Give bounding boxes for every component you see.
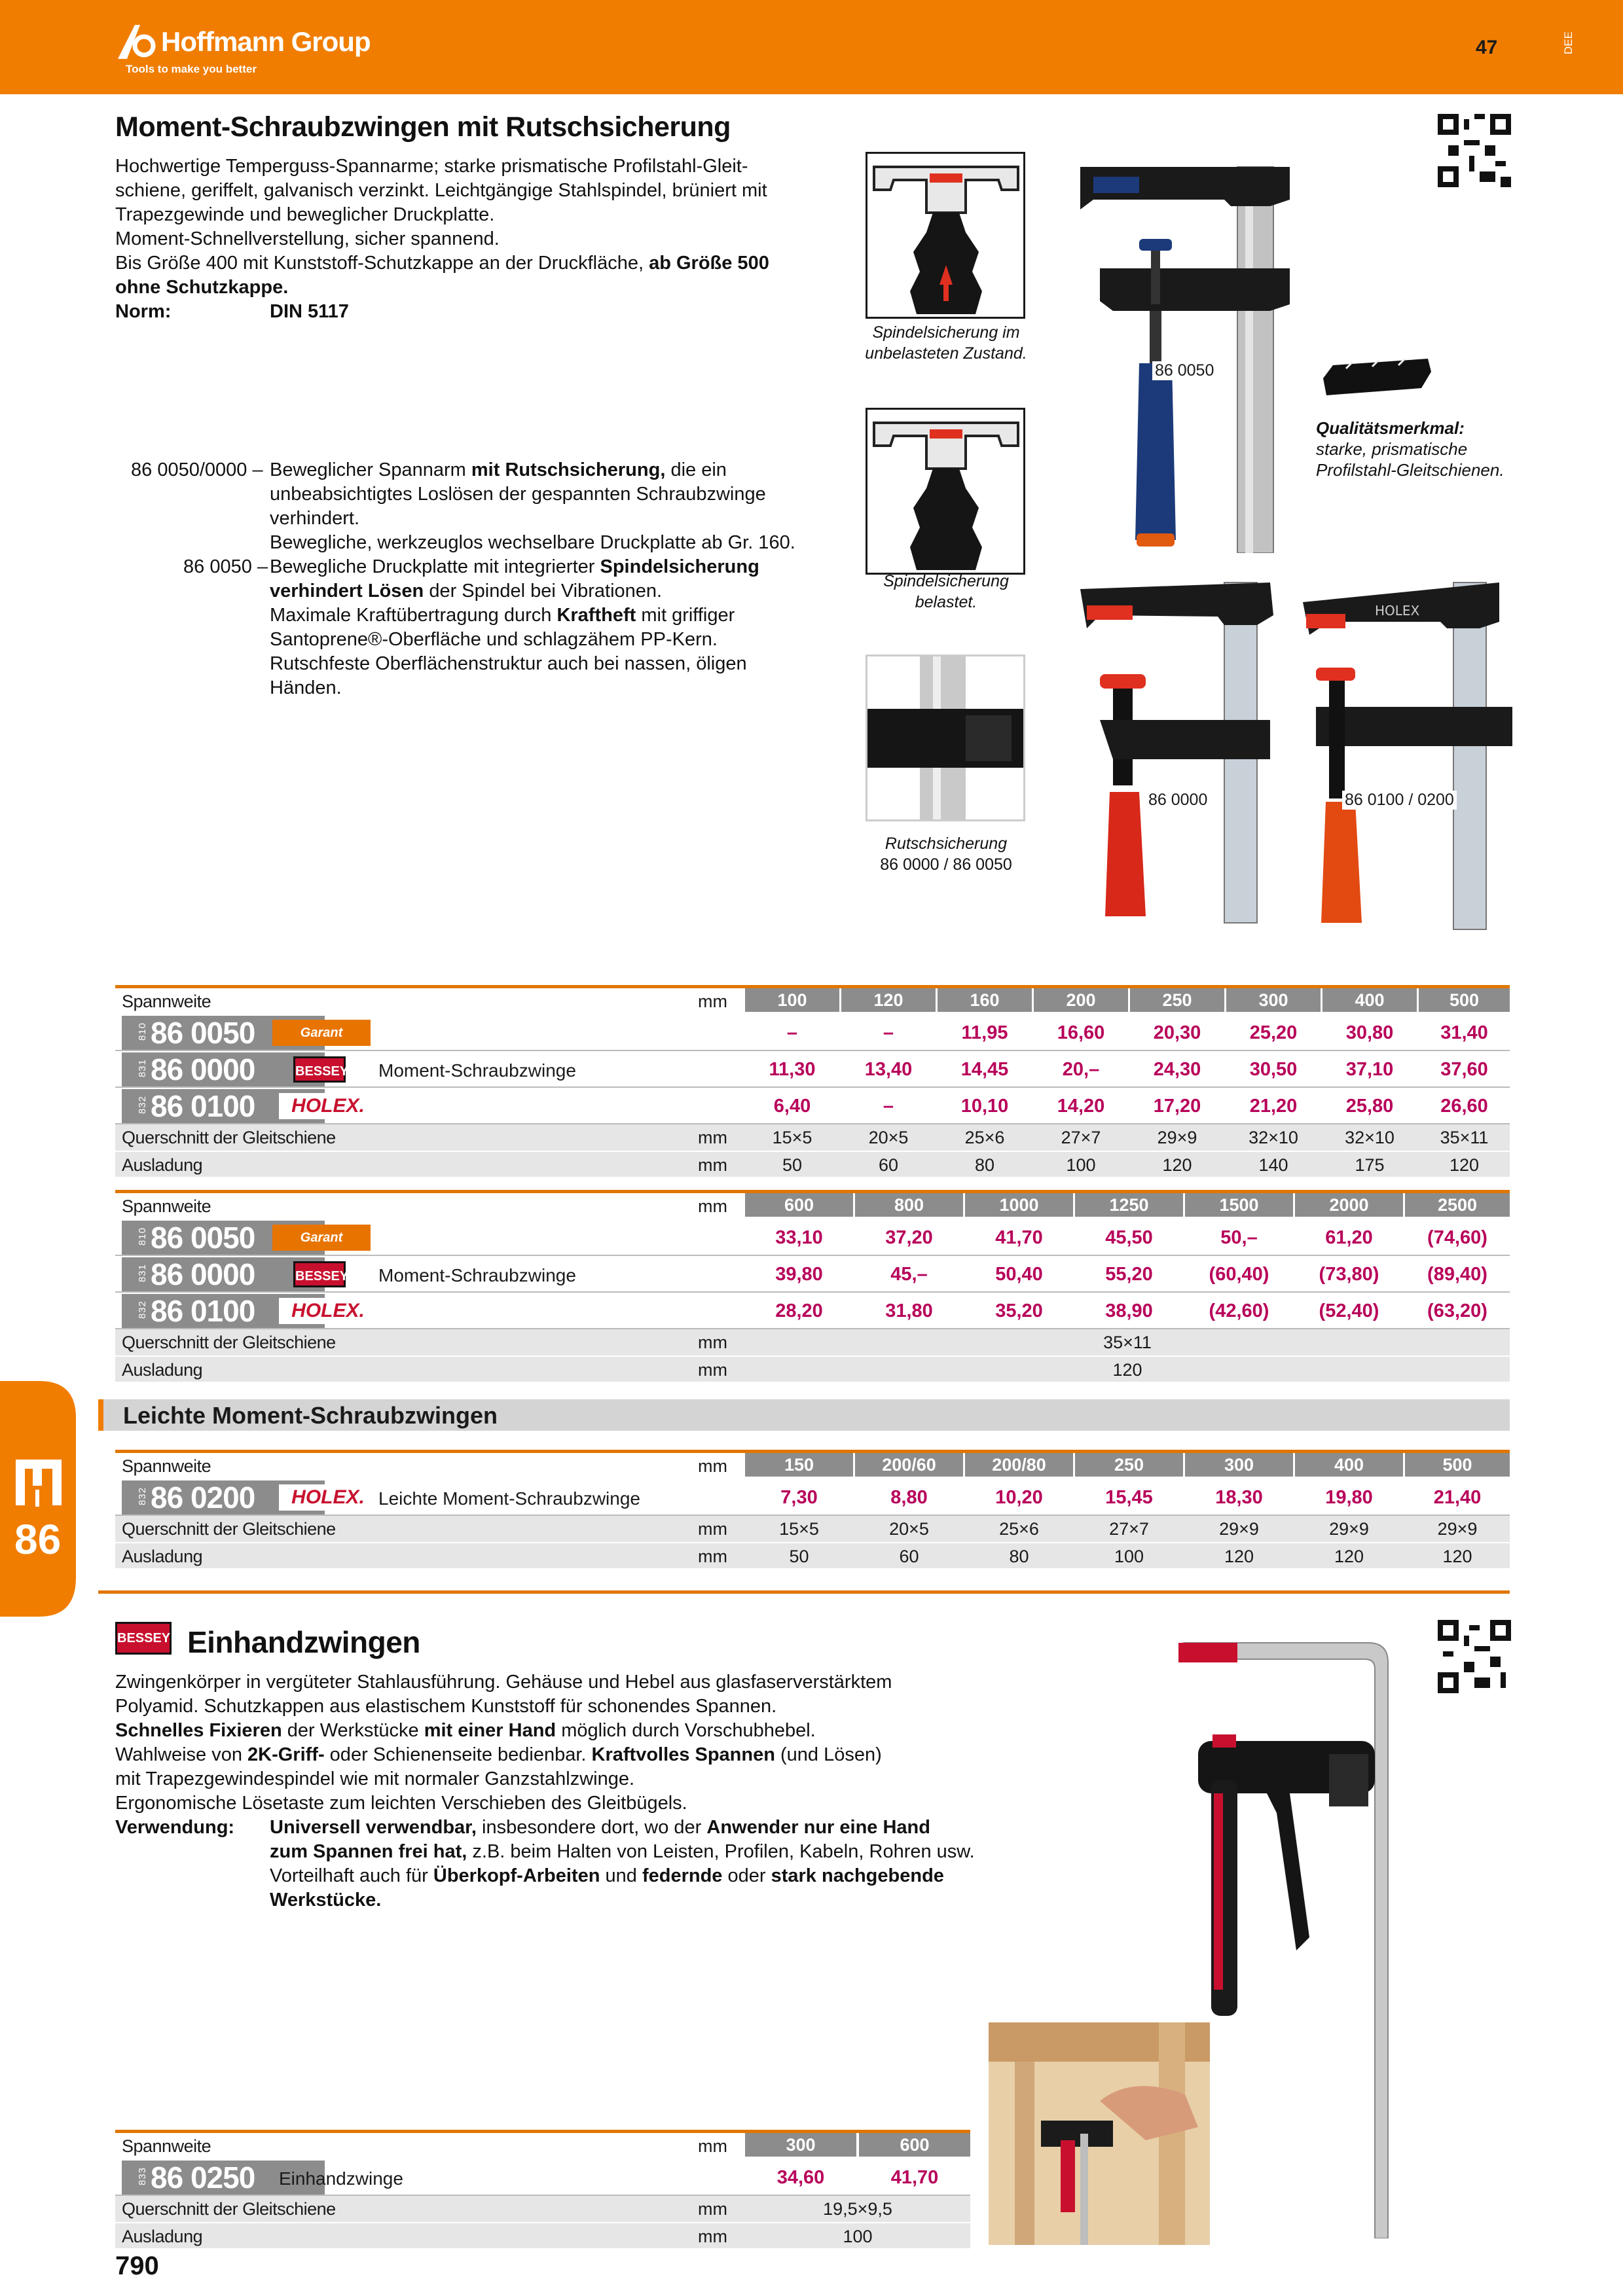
price-cell: 24,30 bbox=[1153, 1059, 1201, 1080]
price-cell: 30,50 bbox=[1249, 1059, 1298, 1080]
table-row[interactable]: 833 86 0250 Einhandzwinge 34,60 41,70 bbox=[115, 2159, 970, 2196]
price-cell: 8,80 bbox=[890, 1487, 928, 1508]
price-table-2 bbox=[115, 1190, 1510, 1382]
image-label-860050: 86 0050 bbox=[1152, 361, 1216, 380]
image-label-860100-0200: 86 0100 / 0200 bbox=[1342, 791, 1457, 810]
size-header: 1500 bbox=[1185, 1193, 1293, 1217]
bessey-brand-logo: BESSEY bbox=[293, 1261, 431, 1287]
price-table-3 bbox=[115, 1450, 1510, 1568]
profile-rail-image bbox=[1320, 352, 1434, 399]
size-header: 250 bbox=[1075, 1453, 1183, 1477]
clamp-860000-image bbox=[1074, 576, 1283, 929]
size-header: 800 bbox=[855, 1193, 963, 1217]
table-row[interactable] bbox=[115, 1051, 1510, 1088]
size-header: 100 bbox=[745, 988, 839, 1012]
table-header-row: Spannweite mm 150 200/60 200/80 250 300 400 500 bbox=[115, 1453, 1510, 1479]
size-header: 1000 bbox=[965, 1193, 1073, 1217]
price-cell: 14,45 bbox=[960, 1059, 1009, 1080]
price-cell: 31,80 bbox=[885, 1300, 933, 1321]
article-number: 832 86 0100 bbox=[122, 1089, 325, 1123]
reach-row: Ausladung mm 120 bbox=[115, 1355, 1510, 1382]
page-number: 790 bbox=[115, 2251, 159, 2280]
price-cell: (42,60) bbox=[1209, 1300, 1269, 1321]
price-cell: 25,80 bbox=[1345, 1096, 1394, 1117]
chapter-number: 86 bbox=[14, 1516, 62, 1563]
price-cell: 20,30 bbox=[1153, 1022, 1201, 1043]
clamp-chapter-icon bbox=[9, 1453, 68, 1512]
desc-line: Trapezgewinde und beweglicher Druckplatte. bbox=[115, 204, 495, 225]
table-row[interactable]: 810 86 0050 Garant 33,10 37,20 41,70 45,50 50,– 61,20 (74,60) bbox=[115, 1219, 1510, 1256]
size-header: 160 bbox=[938, 988, 1032, 1012]
section1-description bbox=[115, 154, 835, 324]
section3-description: Zwingenkörper in vergüteter Stahlausführung. Gehäuse und Hebel aus glasfaserverstärktem Polyamid. Schutzkappen aus elastischem Kunststoff für schonendes Spannen. Schnelles Fixieren der Werkstücke mit einer Hand möglich durch Vorschubhebel. Wahlweise von 2K-Griff- oder Schienenseite bedienbar. Kraftvolles Spannen (und Lösen) mit Trapezgewindespindel wie mit normaler Ganzstahlzwinge. Ergonomische Lösetaste zum leichten Verschieben des Gleitbügels. Verwendung: Universell verwendbar, insbesondere dort, wo der Anwender nur eine Hand zum Spannen frei hat, z.B. beim Halten von Leisten, Profilen, Kabeln, Rohren usw. Vorteilhaft auch für Überkopf-Arbeiten und federnde oder stark nachgebende Werkstücke. bbox=[115, 1672, 975, 1910]
price-cell: 20,– bbox=[1062, 1059, 1100, 1080]
size-header: 1250 bbox=[1075, 1193, 1183, 1217]
price-cell: 37,10 bbox=[1345, 1059, 1394, 1080]
price-table-1 bbox=[115, 985, 1510, 1177]
svg-text:HOLEX: HOLEX bbox=[1375, 603, 1420, 619]
spindle-lock-loaded-image bbox=[866, 408, 1025, 575]
size-header: 500 bbox=[1405, 1453, 1510, 1477]
cross-section-row: Querschnitt der Gleitschiene mm 19,5×9,5 bbox=[115, 2196, 970, 2222]
price-cell: 19,80 bbox=[1325, 1487, 1373, 1508]
unit-label: mm bbox=[698, 992, 727, 1011]
feature-item-860050-0000: 86 0050/0000 – Beweglicher Spannarm mit Rutschsicherung, die ein unbeabsichtigtes Loslösen der gespannten Schraubzwinge verhindert. Bewegliche, werkzeuglos wechselbare Druckplatte ab Gr. 160. bbox=[131, 459, 795, 553]
table-row[interactable]: 832 86 0200 HOLEX. Leichte Moment-Schraubzwinge 7,30 8,80 10,20 15,45 18,30 19,80 21,40 bbox=[115, 1479, 1510, 1516]
size-header: 300 bbox=[1226, 988, 1321, 1012]
price-cell: (73,80) bbox=[1319, 1264, 1379, 1285]
desc-line: Bis Größe 400 mit Kunststoff-Schutzkappe an der Druckfläche, ab Größe 500 bbox=[115, 253, 769, 274]
price-cell: 41,70 bbox=[995, 1227, 1043, 1248]
section-title-moment-clamps: Moment-Schraubzwingen mit Rutschsicherung bbox=[115, 111, 731, 143]
slip-protection-image bbox=[866, 655, 1025, 821]
size-header: 200/80 bbox=[965, 1453, 1073, 1477]
price-cell: (63,20) bbox=[1427, 1300, 1487, 1321]
table-bottom-rule bbox=[98, 1590, 1510, 1594]
garant-brand-logo: Garant bbox=[272, 1225, 410, 1251]
table-row[interactable] bbox=[115, 1014, 1510, 1051]
cross-section-row: Querschnitt der Gleitschiene mm 15×5 20×5 25×6 27×7 29×9 32×10 32×10 35×11 bbox=[115, 1124, 1510, 1151]
quality-feature-text: Qualitätsmerkmal: starke, prismatische Profilstahl-Gleitschienen. bbox=[1316, 418, 1504, 480]
price-cell: 15,45 bbox=[1105, 1487, 1153, 1508]
price-cell: – bbox=[786, 1022, 798, 1043]
hoffmann-group-logo[interactable] bbox=[115, 20, 390, 79]
price-cell: 13,40 bbox=[864, 1059, 913, 1080]
cross-section-row: Querschnitt der Gleitschiene mm 15×5 20×5 25×6 27×7 29×9 29×9 29×9 bbox=[115, 1516, 1510, 1542]
qr-code-icon[interactable] bbox=[1438, 1620, 1511, 1693]
table-header-row: Spannweite mm 300 600 bbox=[115, 2133, 970, 2159]
size-header: 300 bbox=[745, 2133, 856, 2157]
size-header: 200/60 bbox=[855, 1453, 963, 1477]
price-cell: 11,30 bbox=[769, 1059, 816, 1080]
span-label: Spannweite bbox=[122, 992, 211, 1011]
price-cell: 31,40 bbox=[1440, 1022, 1488, 1043]
price-cell: 30,80 bbox=[1345, 1022, 1394, 1043]
reach-row: Ausladung mm 50 60 80 100 120 140 175 120 bbox=[115, 1151, 1510, 1177]
product-description: Leichte Moment-Schraubzwinge bbox=[378, 1488, 640, 1509]
spindle-lock-unloaded-image bbox=[866, 152, 1025, 319]
price-cell: 61,20 bbox=[1325, 1227, 1373, 1248]
price-cell: 26,60 bbox=[1440, 1096, 1488, 1117]
cross-section-label: Querschnitt der Gleitschiene bbox=[122, 1128, 336, 1147]
application-photo bbox=[989, 2022, 1210, 2245]
chapter-tab-86[interactable] bbox=[0, 1381, 76, 1617]
price-cell: 11,95 bbox=[961, 1022, 1008, 1043]
price-cell: 50,40 bbox=[995, 1264, 1043, 1285]
feature-code: 86 0050 – bbox=[183, 556, 268, 577]
norm-line: Norm: DIN 5117 bbox=[115, 301, 349, 322]
price-cell: 45,50 bbox=[1105, 1227, 1153, 1248]
price-cell: 34,60 bbox=[776, 2167, 825, 2188]
size-header: 120 bbox=[841, 988, 936, 1012]
article-number: 810 86 0050 bbox=[122, 1016, 325, 1050]
table-header-row: Spannweite mm 600 800 1000 1250 1500 2000 2500 bbox=[115, 1193, 1510, 1219]
price-cell: 38,90 bbox=[1105, 1300, 1153, 1321]
chapter-page-number: 47 bbox=[1476, 37, 1498, 58]
clamp-860050-image bbox=[1074, 160, 1296, 553]
table-row[interactable]: 832 86 0100 HOLEX. 28,20 31,80 35,20 38,90 (42,60) (52,40) (63,20) bbox=[115, 1293, 1510, 1329]
bessey-brand-logo: BESSEY bbox=[115, 1622, 174, 1659]
size-header: 200 bbox=[1034, 988, 1128, 1012]
price-cell: 37,20 bbox=[885, 1227, 933, 1248]
feature-item-860050: 86 0050 – Bewegliche Druckplatte mit integrierter Spindelsicherung verhindert Lösen der Spindel bei Vibrationen. Maximale Kraftübertragung durch Kraftheft mit griffiger Santoprene®-Oberfläche und schlagzähem PP-Kern. Rutschfeste Oberflächenstruktur auch bei nassen, öligen Händen. bbox=[183, 556, 759, 698]
price-cell: (60,40) bbox=[1209, 1264, 1269, 1285]
holex-brand-logo: HOLEX. bbox=[279, 1298, 416, 1324]
company-name: Hoffmann Group bbox=[161, 26, 371, 57]
price-cell: – bbox=[883, 1022, 894, 1043]
price-cell: 25,20 bbox=[1249, 1022, 1298, 1043]
price-cell: 21,40 bbox=[1433, 1487, 1482, 1508]
size-header: 150 bbox=[745, 1453, 853, 1477]
product-description: Einhandzwinge bbox=[279, 2168, 403, 2189]
table-row[interactable] bbox=[115, 1088, 1510, 1124]
bessey-brand-logo: BESSEY bbox=[293, 1056, 431, 1083]
price-cell: (89,40) bbox=[1427, 1264, 1487, 1285]
price-cell: 7,30 bbox=[780, 1487, 818, 1508]
feature-code: 86 0050/0000 – bbox=[131, 459, 263, 480]
desc-line: Hochwertige Temperguss-Spannarme; starke prismatische Profilstahl-Gleit- bbox=[115, 156, 748, 177]
reach-row: Ausladung mm 50 60 80 100 120 120 120 bbox=[115, 1542, 1510, 1568]
price-cell: 14,20 bbox=[1057, 1096, 1105, 1117]
article-number: 831 86 0000 bbox=[122, 1052, 325, 1086]
size-header: 400 bbox=[1322, 988, 1417, 1012]
size-header: 600 bbox=[745, 1193, 853, 1217]
caption-slip-protection: Rutschsicherung 86 0000 / 86 0050 bbox=[880, 834, 1012, 874]
size-header: 400 bbox=[1295, 1453, 1403, 1477]
price-cell: 50,– bbox=[1220, 1227, 1258, 1248]
size-header: 2000 bbox=[1295, 1193, 1403, 1217]
table-header-row bbox=[115, 988, 1510, 1014]
price-cell: 37,60 bbox=[1440, 1059, 1488, 1080]
price-cell: 10,10 bbox=[960, 1096, 1009, 1117]
reach-label: Ausladung bbox=[122, 1155, 203, 1175]
price-cell: 45,– bbox=[890, 1264, 928, 1285]
price-cell: 28,20 bbox=[775, 1300, 823, 1321]
price-cell: 10,20 bbox=[995, 1487, 1043, 1508]
language-code: DEE bbox=[1562, 31, 1575, 54]
price-cell: 35,20 bbox=[995, 1300, 1043, 1321]
price-cell: 41,70 bbox=[890, 2167, 939, 2188]
garant-brand-logo: Garant bbox=[272, 1020, 410, 1046]
feature-list bbox=[131, 458, 877, 700]
logo-mark-icon bbox=[115, 22, 157, 62]
size-header: 300 bbox=[1185, 1453, 1293, 1477]
product-description: Moment-Schraubzwinge bbox=[378, 1060, 576, 1081]
qr-code-icon[interactable] bbox=[1438, 114, 1511, 187]
section-title-one-hand-clamps: Einhandzwingen bbox=[187, 1625, 420, 1659]
size-header: 600 bbox=[859, 2133, 970, 2157]
size-header: 500 bbox=[1419, 988, 1510, 1012]
price-cell: 33,10 bbox=[775, 1227, 823, 1248]
product-description: Moment-Schraubzwinge bbox=[378, 1265, 576, 1285]
desc-line: Moment-Schnellverstellung, sicher spannend. bbox=[115, 228, 500, 249]
holex-brand-logo: HOLEX. bbox=[279, 1093, 416, 1119]
table-row[interactable]: 831 86 0000 BESSEY Moment-Schraubzwinge 39,80 45,– 50,40 55,20 (60,40) (73,80) (89,40) bbox=[115, 1256, 1510, 1293]
clamp-860100-image bbox=[1290, 576, 1512, 936]
price-cell: 21,20 bbox=[1249, 1096, 1298, 1117]
company-tagline: Tools to make you better bbox=[126, 63, 257, 75]
reach-row: Ausladung mm 100 bbox=[115, 2222, 970, 2248]
holex-brand-logo: HOLEX. bbox=[279, 1484, 416, 1511]
section-bar-light-clamps bbox=[98, 1399, 1510, 1431]
price-cell: (52,40) bbox=[1319, 1300, 1379, 1321]
desc-line: ohne Schutzkappe. bbox=[115, 277, 289, 298]
price-cell: 39,80 bbox=[775, 1264, 823, 1285]
image-label-860000: 86 0000 bbox=[1146, 791, 1210, 810]
price-cell: 16,60 bbox=[1057, 1022, 1105, 1043]
price-cell: – bbox=[883, 1096, 894, 1117]
price-table-4 bbox=[115, 2130, 970, 2248]
price-cell: 17,20 bbox=[1153, 1096, 1201, 1117]
size-header: 250 bbox=[1130, 988, 1224, 1012]
price-cell: 18,30 bbox=[1215, 1487, 1263, 1508]
price-cell: 6,40 bbox=[773, 1096, 811, 1117]
caption-spindle-loaded: Spindelsicherung belastet. bbox=[883, 572, 1009, 611]
desc-line: schiene, geriffelt, galvanisch verzinkt. Leichtgängige Stahlspindel, brüniert mit bbox=[115, 180, 767, 201]
size-header: 2500 bbox=[1405, 1193, 1510, 1217]
cross-section-row: Querschnitt der Gleitschiene mm 35×11 bbox=[115, 1329, 1510, 1355]
caption-spindle-unloaded: Spindelsicherung im unbelasteten Zustand. bbox=[865, 323, 1027, 363]
price-cell: 55,20 bbox=[1105, 1264, 1153, 1285]
page-header bbox=[0, 0, 1623, 94]
section-title-light-clamps: Leichte Moment-Schraubzwingen bbox=[123, 1402, 498, 1429]
price-cell: (74,60) bbox=[1427, 1227, 1487, 1248]
